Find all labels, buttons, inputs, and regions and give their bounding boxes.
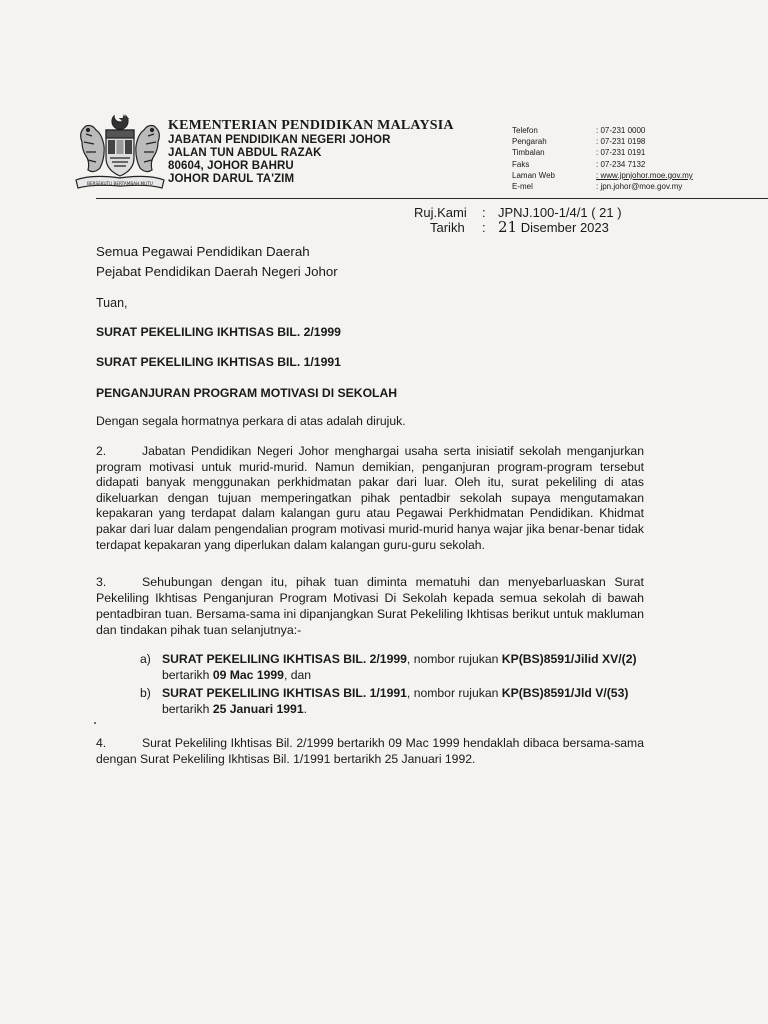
svg-text:BERSEKUTU BERTAMBAH MUTU: BERSEKUTU BERTAMBAH MUTU: [87, 181, 153, 186]
subject-heading: SURAT PEKELILING IKHTISAS BIL. 2/1999: [96, 325, 341, 339]
scan-speck: [94, 722, 96, 724]
recipient-line: Pejabat Pendidikan Daerah Negeri Johor: [96, 264, 338, 279]
contact-label: Pengarah: [512, 137, 547, 147]
reference-block: [414, 205, 622, 235]
paragraph-2: [96, 444, 644, 553]
salutation: Tuan,: [96, 296, 128, 310]
circular-tail: , dan: [283, 668, 312, 682]
list-item: [140, 651, 650, 683]
paragraph-1: Dengan segala hormatnya perkara di atas adalah dirujuk.: [96, 414, 406, 428]
contact-pengarah: [512, 136, 693, 147]
paragraph-3: [96, 574, 644, 638]
contact-laman-web: [512, 170, 693, 181]
contact-label: E-mel: [512, 181, 533, 191]
circular-mid: , nombor rujukan: [406, 652, 502, 666]
circular-dated: bertarikh: [162, 702, 213, 716]
contact-faks: [512, 159, 693, 170]
circular-dated: bertarikh: [162, 668, 213, 682]
paragraph-number: 3.: [96, 575, 107, 589]
circular-ref: KP(BS)8591/Jld V/(53): [501, 686, 629, 700]
contact-telefon: [512, 125, 693, 136]
paragraph-text: Surat Pekeliling Ikhtisas Bil. 2/1999 bertarikh 09 Mac 1999 hendaklah dibaca bersama-sama dengan Surat Pekeliling Ikhtisas Bil. 1/1991 bertarikh 25 Januari 1992.: [96, 736, 644, 766]
circular-date: 09 Mac 1999: [212, 668, 284, 682]
date-colon: :: [482, 220, 486, 235]
subject-heading: SURAT PEKELILING IKHTISAS BIL. 1/1991: [96, 355, 341, 369]
address-postcode: 80604, JOHOR BAHRU: [168, 160, 294, 172]
subject-heading: PENGANJURAN PROGRAM MOTIVASI DI SEKOLAH: [96, 386, 398, 400]
email-link[interactable]: : jpn.johor@moe.gov.my: [596, 181, 683, 191]
ruj-label: Ruj.Kami: [414, 205, 467, 220]
circular-ref: KP(BS)8591/Jilid XV/(2): [501, 652, 637, 666]
contact-block: [512, 125, 693, 192]
address-street: JALAN TUN ABDUL RAZAK: [168, 147, 322, 159]
circular-tail: .: [303, 702, 307, 716]
paragraph-number: 2.: [96, 444, 107, 458]
paragraph-text: Sehubungan dengan itu, pihak tuan diminta mematuhi dan menyebarluaskan Surat Pekeliling Ikhtisas Penganjuran Program Motivasi Di Sekolah kepada semua sekolah di bawah pentadbiran tuan. Bersama-sama ini dipanjangkan Surat Pekeliling Ikhtisas berikut untuk makluman dan tindakan pihak tuan selanjutnya:-: [96, 575, 644, 637]
list-marker: b): [140, 686, 151, 700]
letterhead-divider: [96, 198, 768, 199]
contact-value: : 07-231 0000: [596, 126, 646, 135]
recipient-block: [96, 242, 338, 282]
date-month-year: Disember 2023: [520, 220, 609, 235]
website-link[interactable]: : www.jpnjohor.moe.gov.my: [596, 170, 693, 180]
date-label: Tarikh: [430, 220, 465, 235]
contact-emel: [512, 181, 693, 192]
paragraph-text: Jabatan Pendidikan Negeri Johor menghargai usaha serta inisiatif sekolah menganjurkan program motivasi untuk murid-murid. Namun demikian, penganjuran program-program tersebut didapati banyak menggunakan perkhidmatan pakar dari luar. Oleh itu, surat pekeliling di atas dikeluarkan dengan tujuan memperingatkan pihak pentadbir sekolah supaya mengutamakan kepakaran yang terdapat dalam kalangan guru atau Pegawai Perkhidmatan Pendidikan. Khidmat pakar dari luar dalam pengendalian program motivasi murid-murid hanya wajar jika benar-benar tidak terdapat kepakaran yang diperlukan dalam kalangan guru-guru sekolah.: [96, 444, 644, 552]
circular-list: [140, 651, 650, 719]
ministry-name: KEMENTERIAN PENDIDIKAN MALAYSIA: [168, 118, 454, 133]
paragraph-4: [96, 736, 644, 767]
contact-timbalan: [512, 147, 693, 158]
address-state: JOHOR DARUL TA'ZIM: [168, 173, 295, 185]
contact-value: : 07-231 0191: [596, 148, 646, 158]
date-day-handwritten: 21: [498, 218, 518, 236]
recipient-line: Semua Pegawai Pendidikan Daerah: [96, 244, 310, 259]
list-marker: a): [140, 652, 151, 666]
ruj-value: JPNJ.100-1/4/1 ( 21 ): [498, 205, 622, 220]
contact-value: : 07-231 0198: [596, 137, 646, 147]
contact-label: Timbalan: [512, 148, 545, 158]
circular-date: 25 Januari 1991: [212, 702, 304, 716]
circular-mid: , nombor rujukan: [406, 686, 502, 700]
contact-label: Faks: [512, 159, 530, 169]
circular-title: SURAT PEKELILING IKHTISAS BIL. 1/1991: [162, 686, 407, 700]
contact-label: Telefon: [512, 126, 538, 135]
contact-value: : 07-234 7132: [596, 159, 646, 169]
list-item: [140, 685, 650, 717]
contact-label: Laman Web: [512, 170, 555, 180]
ruj-colon: :: [482, 205, 486, 220]
paragraph-number: 4.: [96, 736, 107, 750]
circular-title: SURAT PEKELILING IKHTISAS BIL. 2/1999: [162, 652, 407, 666]
malaysia-coat-of-arms-icon: [72, 112, 168, 194]
department-name: JABATAN PENDIDIKAN NEGERI JOHOR: [168, 134, 391, 146]
